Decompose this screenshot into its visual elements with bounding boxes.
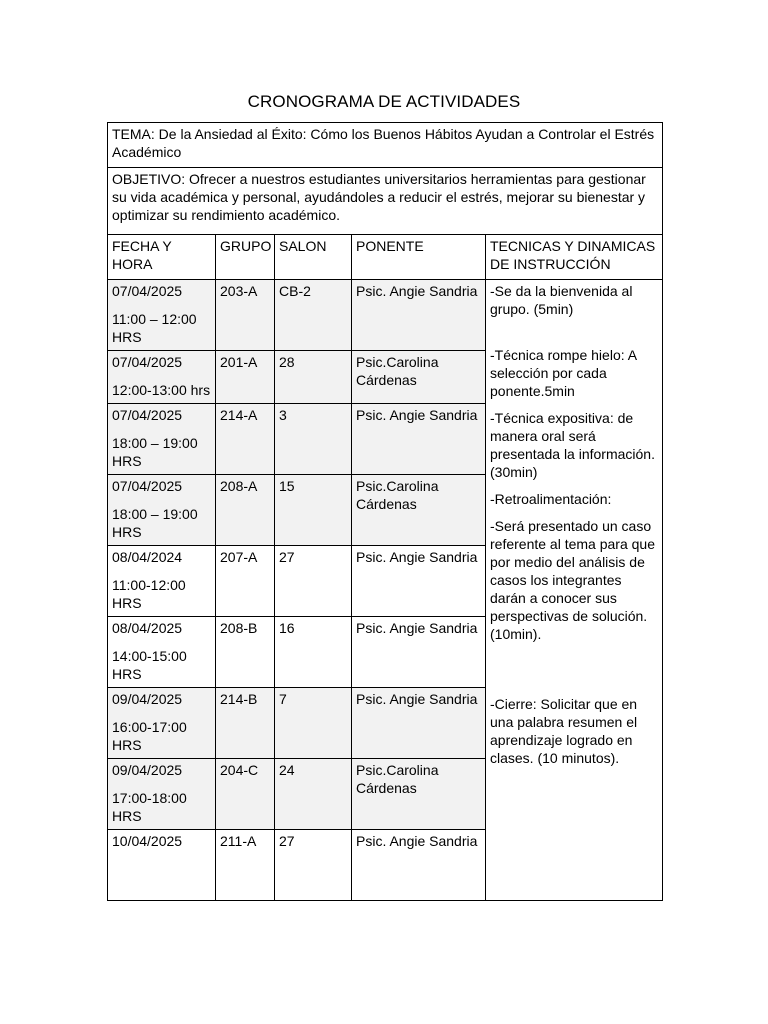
ponente-cell: Psic. Angie Sandria bbox=[352, 404, 486, 475]
tecnica-item: -Cierre: Solicitar que en una palabra resumen el aprendizaje logrado en clases. (10 minutos). bbox=[490, 696, 638, 766]
header-row bbox=[108, 235, 663, 280]
fecha-cell bbox=[108, 546, 216, 617]
date-text: 07/04/2025 bbox=[112, 407, 183, 423]
ponente-cell: Psic. Angie Sandria bbox=[352, 280, 486, 351]
tecnica-item: -Será presentado un caso referente al tema para que por medio del análisis de casos los integrantes darán a conocer sus perspectivas de solución. (10min). bbox=[490, 518, 655, 642]
ponente-cell: Psic.Carolina Cárdenas bbox=[352, 475, 486, 546]
salon-cell: 27 bbox=[275, 830, 352, 901]
tema-cell: TEMA: De la Ansiedad al Éxito: Cómo los Buenos Hábitos Ayudan a Controlar el Estrés Académico bbox=[108, 123, 663, 168]
tecnica-item: -Retroalimentación: bbox=[490, 491, 612, 507]
tecnica-item: -Técnica rompe hielo: A selección por cada ponente.5min bbox=[490, 347, 637, 399]
salon-cell: CB-2 bbox=[275, 280, 352, 351]
date-text: 07/04/2025 bbox=[112, 478, 183, 494]
header-salon: SALON bbox=[275, 235, 352, 280]
salon-cell: 3 bbox=[275, 404, 352, 475]
grupo-cell: 208-B bbox=[216, 617, 275, 688]
time-text: 17:00-18:00 HRS bbox=[112, 790, 187, 824]
fecha-cell bbox=[108, 280, 216, 351]
grupo-cell: 201-A bbox=[216, 351, 275, 404]
ponente-cell: Psic. Angie Sandria bbox=[352, 688, 486, 759]
fecha-cell bbox=[108, 351, 216, 404]
ponente-cell: Psic. Angie Sandria bbox=[352, 546, 486, 617]
date-text: 07/04/2025 bbox=[112, 354, 183, 370]
salon-cell: 15 bbox=[275, 475, 352, 546]
header-tecnicas: TECNICAS Y DINAMICAS DE INSTRUCCIÓN bbox=[486, 235, 663, 280]
fecha-cell bbox=[108, 404, 216, 475]
grupo-cell: 208-A bbox=[216, 475, 275, 546]
grupo-cell: 214-A bbox=[216, 404, 275, 475]
tecnica-item: -Se da la bienvenida al grupo. (5min) bbox=[490, 283, 633, 317]
grupo-cell: 203-A bbox=[216, 280, 275, 351]
ponente-cell: Psic. Angie Sandria bbox=[352, 617, 486, 688]
tecnicas-cell bbox=[486, 280, 663, 901]
date-text: 07/04/2025 bbox=[112, 283, 183, 299]
schedule-table bbox=[107, 122, 663, 901]
header-grupo: GRUPO bbox=[216, 235, 275, 280]
ponente-cell: Psic.Carolina Cárdenas bbox=[352, 759, 486, 830]
time-text: 18:00 – 19:00 HRS bbox=[112, 506, 198, 540]
date-text: 08/04/2024 bbox=[112, 549, 183, 565]
time-text: 18:00 – 19:00 HRS bbox=[112, 435, 198, 469]
time-text: 16:00-17:00 HRS bbox=[112, 719, 187, 753]
date-text: 09/04/2025 bbox=[112, 762, 183, 778]
salon-cell: 28 bbox=[275, 351, 352, 404]
grupo-cell: 204-C bbox=[216, 759, 275, 830]
fecha-cell bbox=[108, 688, 216, 759]
time-text: 11:00-12:00 HRS bbox=[112, 577, 186, 611]
fecha-cell bbox=[108, 617, 216, 688]
page-title: CRONOGRAMA DE ACTIVIDADES bbox=[247, 92, 521, 111]
grupo-cell: 207-A bbox=[216, 546, 275, 617]
time-text: 14:00-15:00 HRS bbox=[112, 648, 187, 682]
fecha-cell bbox=[108, 475, 216, 546]
fecha-cell bbox=[108, 830, 216, 901]
salon-cell: 16 bbox=[275, 617, 352, 688]
fecha-cell bbox=[108, 759, 216, 830]
grupo-cell: 211-A bbox=[216, 830, 275, 901]
grupo-cell: 214-B bbox=[216, 688, 275, 759]
header-fecha: FECHA Y HORA bbox=[108, 235, 216, 280]
ponente-cell: Psic.Carolina Cárdenas bbox=[352, 351, 486, 404]
tecnica-item: -Técnica expositiva: de manera oral será presentada la información. (30min) bbox=[490, 410, 655, 480]
salon-cell: 7 bbox=[275, 688, 352, 759]
date-text: 09/04/2025 bbox=[112, 691, 183, 707]
salon-cell: 27 bbox=[275, 546, 352, 617]
table-row bbox=[108, 280, 663, 351]
ponente-cell: Psic. Angie Sandria bbox=[352, 830, 486, 901]
objetivo-cell: OBJETIVO: Ofrecer a nuestros estudiantes universitarios herramientas para gestionar su vida académica y personal, ayudándoles a reducir el estrés, mejorar su bienestar y optimizar su rendimiento académico. bbox=[108, 168, 663, 235]
date-text: 10/04/2025 bbox=[112, 833, 183, 849]
time-text: 11:00 – 12:00 HRS bbox=[112, 311, 197, 345]
date-text: 08/04/2025 bbox=[112, 620, 183, 636]
time-text: 12:00-13:00 hrs bbox=[112, 382, 211, 398]
header-ponente: PONENTE bbox=[352, 235, 486, 280]
salon-cell: 24 bbox=[275, 759, 352, 830]
